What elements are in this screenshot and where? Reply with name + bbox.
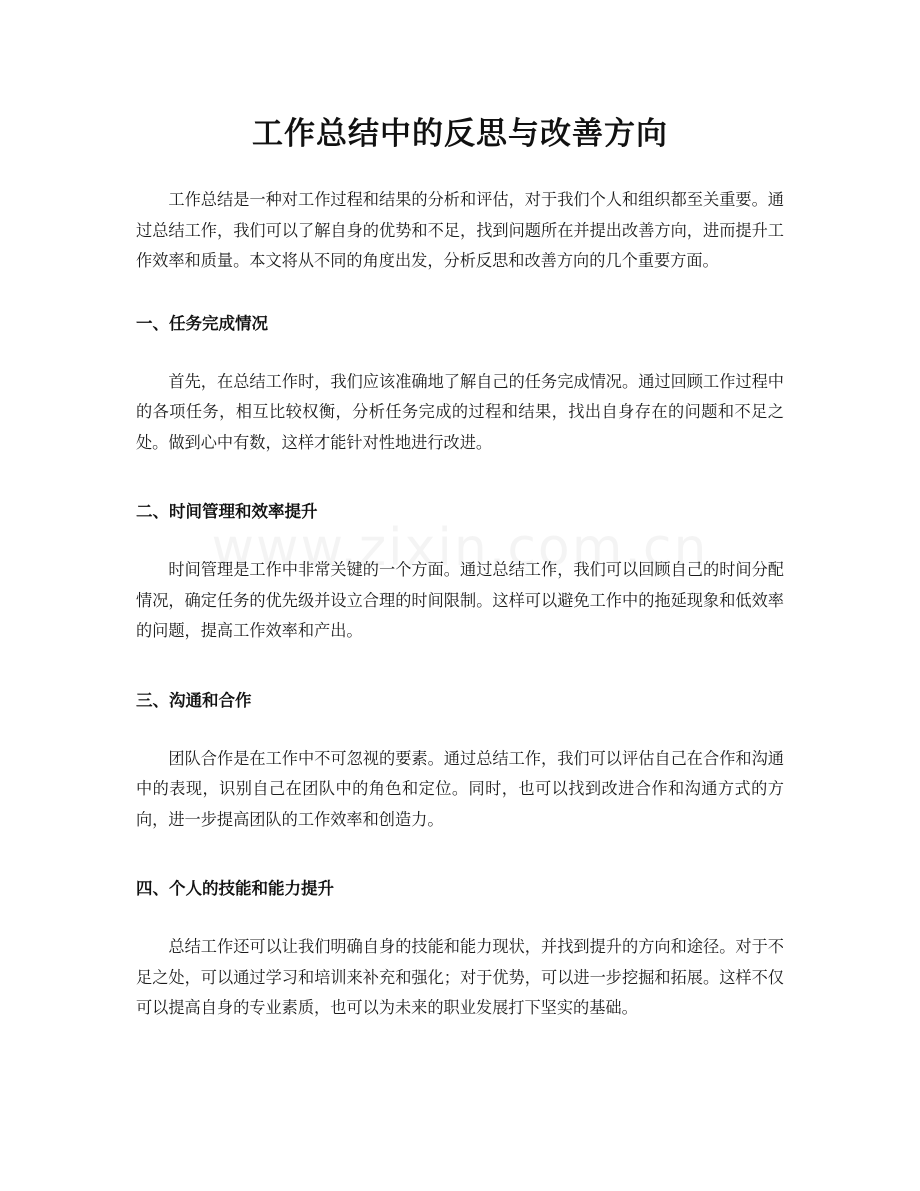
section-heading-communication: 三、沟通和合作 [136, 690, 252, 710]
section-heading-task-completion: 一、任务完成情况 [136, 313, 268, 333]
document-title: 工作总结中的反思与改善方向 [252, 116, 668, 152]
section-heading-time-management: 二、时间管理和效率提升 [136, 502, 318, 521]
section-body-time-management: 时间管理是工作中非常关键的一个方面。通过总结工作，我们可以回顾自己的时间分配情况，确定任务的优先级并设立合理的时间限制。这样可以避免工作中的拖延现象和低效率的问题，提高工作效率和产出。 [136, 560, 784, 640]
section-heading-skills: 四、个人的技能和能力提升 [136, 879, 334, 898]
section-body-task-completion: 首先，在总结工作时，我们应该准确地了解自己的任务完成情况。通过回顾工作过程中的各项任务，相互比较权衡，分析任务完成的过程和结果，找出自身存在的问题和不足之处。做到心中有数，这样才能针对性地进行改进。 [136, 371, 784, 452]
section-body-skills: 总结工作还可以让我们明确自身的技能和能力现状，并找到提升的方向和途径。对于不足之处，可以通过学习和培训来补充和强化；对于优势，可以进一步挖掘和拓展。这样不仅可以提高自身的专业素质，也可以为未来的职业发展打下坚实的基础。 [136, 937, 784, 1017]
intro-paragraph: 工作总结是一种对工作过程和结果的分析和评估，对于我们个人和组织都至关重要。通过总结工作，我们可以了解自身的优势和不足，找到问题所在并提出改善方向，进而提升工作效率和质量。本文将从不同的角度出发，分析反思和改善方向的几个重要方面。 [136, 190, 784, 270]
section-body-communication: 团队合作是在工作中不可忽视的要素。通过总结工作，我们可以评估自己在合作和沟通中的表现，识别自己在团队中的角色和定位。同时，也可以找到改进合作和沟通方式的方向，进一步提高团队的工作效率和创造力。 [136, 748, 784, 829]
